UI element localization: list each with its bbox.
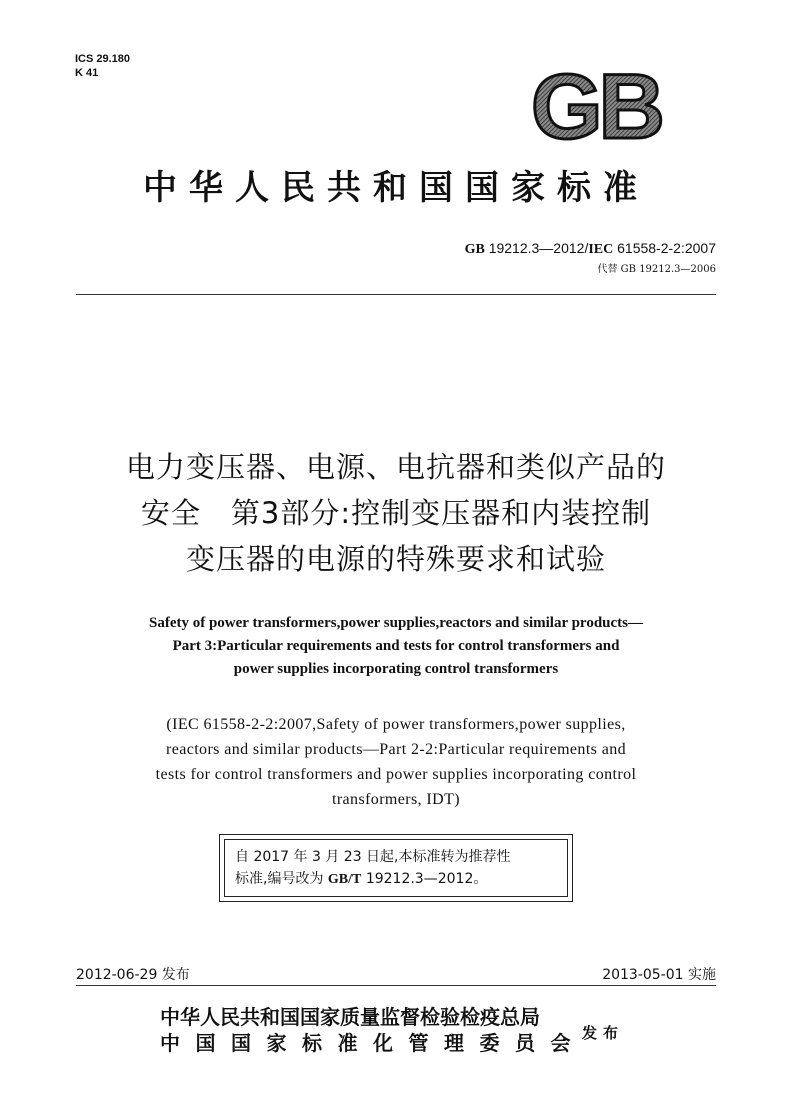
notice-line: 自 2017 年 3 月 23 日起,本标准转为推荐性 bbox=[235, 849, 511, 865]
implementation-date: 2013-05-01 实施 bbox=[602, 967, 716, 983]
gb-logo-text: GB bbox=[531, 66, 661, 148]
chinese-title-line: 安全 第3部分:控制变压器和内装控制 bbox=[140, 496, 652, 530]
idt-line: (IEC 61558-2-2:2007,Safety of power transformers,power supplies, bbox=[166, 716, 626, 733]
notice-line: 标准,编号改为 GB/T 19212.3—2012。 bbox=[235, 871, 488, 887]
standard-title: 中华人民共和国国家标准 bbox=[143, 168, 649, 208]
english-title-line: Part 3:Particular requirements and tests for control transformers and bbox=[172, 638, 620, 654]
status-notice-box bbox=[219, 834, 573, 902]
standard-prefix: GB bbox=[464, 242, 485, 257]
standard-number bbox=[465, 240, 716, 258]
publish-label: 发布 bbox=[582, 1024, 625, 1042]
iec-code: 61558-2-2:2007 bbox=[617, 240, 716, 256]
issuing-authorities bbox=[160, 1004, 586, 1056]
chinese-title bbox=[0, 444, 792, 582]
classification-codes bbox=[75, 52, 130, 80]
iec-prefix: IEC bbox=[588, 242, 614, 257]
idt-statement bbox=[60, 712, 732, 812]
class-code: K 41 bbox=[75, 67, 99, 79]
english-title-line: Safety of power transformers,power supplies,reactors and similar products— bbox=[148, 615, 643, 631]
chinese-title-line: 变压器的电源的特殊要求和试验 bbox=[185, 542, 606, 576]
chinese-title-line: 电力变压器、电源、电抗器和类似产品的 bbox=[125, 450, 666, 484]
english-title-line: power supplies incorporating control transformers bbox=[233, 661, 559, 677]
gb-logo bbox=[518, 66, 674, 148]
english-title bbox=[60, 612, 732, 681]
ics-code: ICS 29.180 bbox=[75, 53, 131, 65]
idt-line: tests for control transformers and power supplies incorporating control bbox=[155, 766, 637, 783]
divider-top bbox=[76, 294, 716, 295]
divider-bottom bbox=[76, 985, 716, 986]
idt-line: transformers, IDT) bbox=[331, 791, 461, 808]
issuer-line: 中国国家标准化管理委员会 bbox=[160, 1031, 586, 1055]
issuer-line: 中华人民共和国国家质量监督检验检疫总局 bbox=[160, 1005, 540, 1029]
standard-code: 19212.3—2012/ bbox=[488, 240, 589, 256]
replaces-note: 代替 GB 19212.3—2006 bbox=[597, 264, 716, 275]
issue-date: 2012-06-29 发布 bbox=[76, 967, 190, 983]
idt-line: reactors and similar products—Part 2-2:Particular requirements and bbox=[165, 741, 627, 758]
